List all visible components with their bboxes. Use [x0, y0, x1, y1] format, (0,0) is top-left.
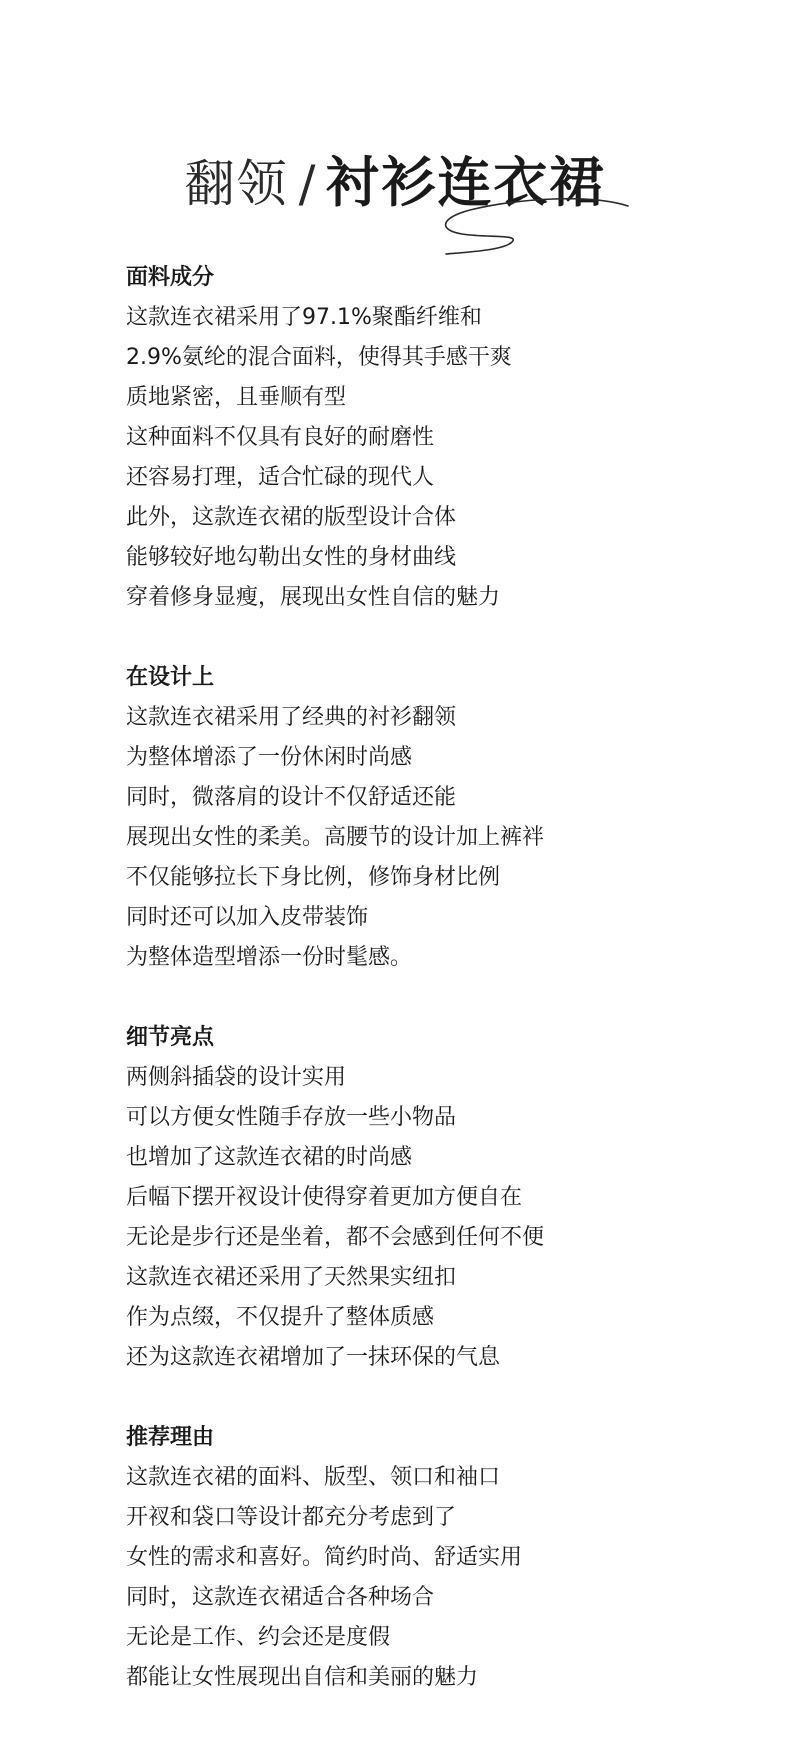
- body-line: 两侧斜插袋的设计实用: [126, 1065, 347, 1090]
- body-line: 此外，这款连衣裙的版型设计合体: [126, 505, 457, 530]
- body-line: 开衩和袋口等设计都充分考虑到了: [126, 1505, 457, 1530]
- body-line: 这款连衣裙的面料、版型、领口和袖口: [126, 1465, 501, 1490]
- section-highlights: [126, 1018, 766, 1378]
- body-line: 无论是工作、约会还是度假: [126, 1625, 391, 1650]
- body-line: 这款连衣裙还采用了天然果实纽扣: [126, 1265, 457, 1290]
- body-line: 也增加了这款连衣裙的时尚感: [126, 1145, 413, 1170]
- title-bold-text: 衬衫连衣裙: [325, 151, 606, 214]
- body-line: 不仅能够拉长下身比例，修饰身材比例: [126, 865, 501, 890]
- body-line: 质地紧密，且垂顺有型: [126, 385, 347, 410]
- body-line: 可以方便女性随手存放一些小物品: [126, 1105, 457, 1130]
- body-line: 穿着修身显瘦，展现出女性自信的魅力: [126, 585, 501, 610]
- body-line: 作为点缀，不仅提升了整体质感: [126, 1305, 435, 1330]
- body-line: 同时还可以加入皮带装饰: [126, 905, 369, 930]
- section-design: [126, 658, 766, 978]
- body-line: 还容易打理，适合忙碌的现代人: [126, 465, 435, 490]
- section-heading: 推荐理由: [126, 1425, 215, 1450]
- section-heading: 面料成分: [126, 265, 215, 290]
- body-line: 无论是步行还是坐着，都不会感到任何不便: [126, 1225, 545, 1250]
- section-reasons: [126, 1418, 766, 1698]
- section-heading: 细节亮点: [126, 1025, 215, 1050]
- body-line: 后幅下摆开衩设计使得穿着更加方便自在: [126, 1185, 523, 1210]
- body-line: 同时，微落肩的设计不仅舒适还能: [126, 785, 457, 810]
- body-line: 为整体造型增添一份时髦感。: [126, 945, 413, 970]
- body-line: 这款连衣裙采用了经典的衬衫翻领: [126, 705, 457, 730]
- body-line: 还为这款连衣裙增加了一抹环保的气息: [126, 1345, 501, 1370]
- swoosh-decoration-icon: [440, 196, 630, 258]
- title-slash: /: [298, 155, 316, 213]
- page-title: [0, 140, 790, 217]
- body-line: 这种面料不仅具有良好的耐磨性: [126, 425, 435, 450]
- body-line: 为整体增添了一份休闲时尚感: [126, 745, 413, 770]
- body-line: 同时，这款连衣裙适合各种场合: [126, 1585, 435, 1610]
- section-heading: 在设计上: [126, 665, 215, 690]
- title-light-text: 翻领: [184, 155, 289, 213]
- body-line: 2.9%氨纶的混合面料，使得其手感干爽: [126, 345, 512, 370]
- section-fabric: [126, 258, 766, 618]
- body-line: 能够较好地勾勒出女性的身材曲线: [126, 545, 457, 570]
- body-line: 展现出女性的柔美。高腰节的设计加上裤袢: [126, 825, 545, 850]
- body-line: 都能让女性展现出自信和美丽的魅力: [126, 1665, 479, 1690]
- body-line: 女性的需求和喜好。简约时尚、舒适实用: [126, 1545, 523, 1570]
- article-body: [126, 258, 766, 1738]
- body-line: 这款连衣裙采用了97.1%聚酯纤维和: [126, 305, 482, 330]
